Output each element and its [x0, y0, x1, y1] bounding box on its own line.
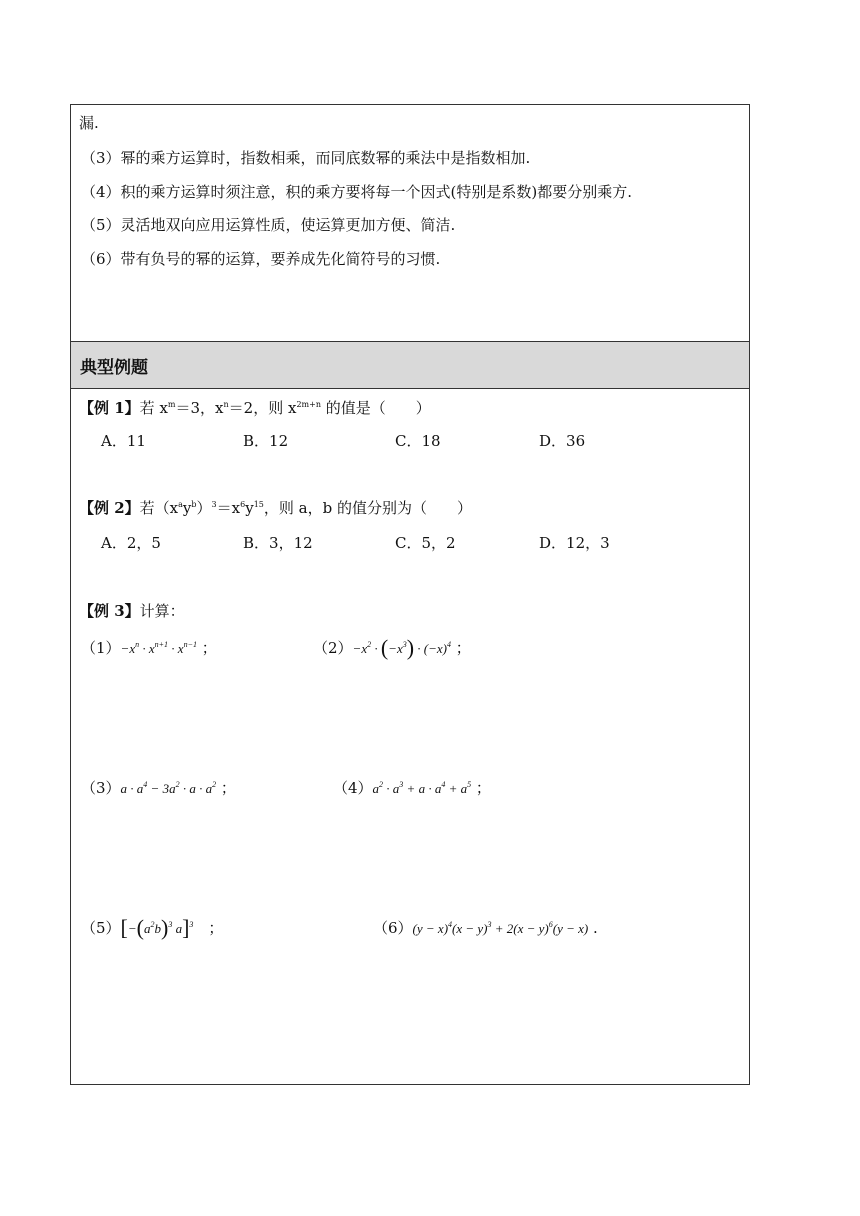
content-frame	[70, 104, 750, 1085]
example-3-item-1: $(1)-x^n \cdot x^{n+1} \cdot x^{n-1}$ ；	[81, 639, 217, 657]
example-3-item-6: $(6)(y - x)^4(x - y)^3 + 2(x - y)^6(y - x)$ .	[373, 919, 598, 937]
example-1-option-a[interactable]: A．11	[101, 432, 146, 450]
example-3-instruction: 计算：	[139, 602, 185, 620]
note-line-5: （5）灵活地双向应用运算性质，使运算更加方便、简洁.	[81, 216, 456, 234]
example-3-item-5: $(5)[-(a^2b)^3$ a]$^3$ ；	[81, 915, 224, 940]
section-title: 典型例题	[80, 358, 148, 378]
example-3-heading	[79, 601, 185, 621]
section-header	[71, 341, 749, 389]
example-3-tag: 【例 3】	[79, 602, 140, 620]
example-3-item-3: $(3)a \cdot a^4 - 3a^2 \cdot a \cdot a^2$ ；	[81, 779, 236, 797]
example-2-option-d[interactable]: D．12，3	[539, 534, 610, 552]
example-1-question: 【例 1】若 $x^m=3$，$x^n=2$，则 $x^{2m+n}$ 的值是（ ）	[79, 399, 431, 417]
note-line-6: （6）带有负号的幂的运算，要养成先化简符号的习惯.	[81, 250, 441, 268]
example-1-option-d[interactable]: D．36	[539, 432, 586, 450]
example-2-question: 【例 2】若$(x^ay^b)^3=x^6y^{15}$，则 a，b 的值分别为（ ）	[79, 499, 472, 517]
example-3-item-2: $(2)-x^2 \cdot (-x^3) \cdot (-x)^4$ ；	[313, 635, 471, 660]
example-3-item-4: $(4)a^2 \cdot a^3 + a \cdot a^4 + a^5$ ；	[333, 779, 491, 797]
example-2-option-a[interactable]: A．2，5	[101, 534, 161, 552]
example-2-option-b[interactable]: B．3，12	[243, 534, 313, 552]
note-line-4: （4）积的乘方运算时须注意，积的乘方要将每一个因式(特别是系数)都要分别乘方.	[81, 183, 633, 201]
example-1-tag: 【例 1】	[79, 399, 140, 417]
example-2-option-c[interactable]: C．5，2	[395, 534, 456, 552]
example-1-option-c[interactable]: C．18	[395, 432, 441, 450]
example-1-option-b[interactable]: B．12	[243, 432, 289, 450]
note-line-0: 漏.	[79, 114, 99, 132]
example-2-tag: 【例 2】	[79, 499, 140, 517]
note-line-3: （3）幂的乘方运算时，指数相乘，而同底数幂的乘法中是指数相加.	[81, 149, 531, 167]
